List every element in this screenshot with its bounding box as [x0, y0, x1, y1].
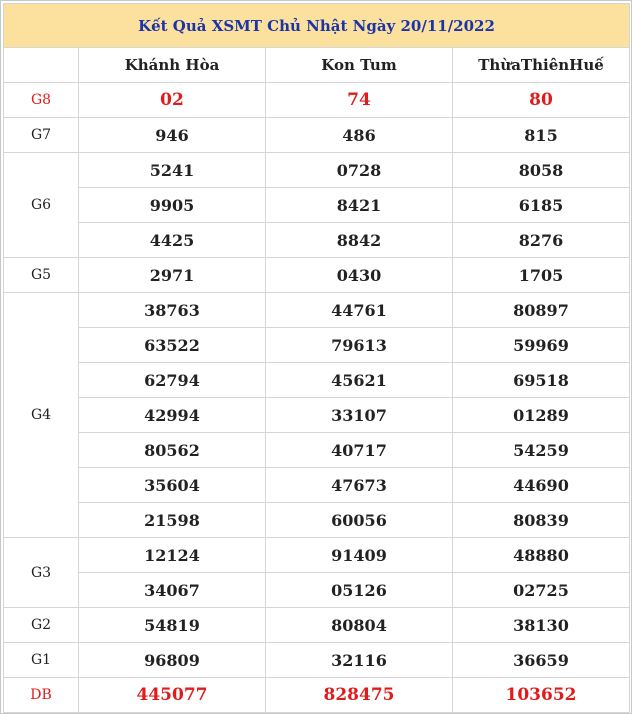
prize-row-g6 [4, 188, 630, 223]
result-cell: 486 [266, 118, 453, 153]
result-cell: 8276 [453, 223, 630, 258]
result-cell: 815 [453, 118, 630, 153]
result-cell: 4425 [79, 223, 266, 258]
prize-row-g3 [4, 573, 630, 608]
result-cell: 02 [79, 83, 266, 118]
result-cell: 02725 [453, 573, 630, 608]
result-cell: 38763 [79, 293, 266, 328]
result-cell: 01289 [453, 398, 630, 433]
prize-row-g3 [4, 538, 630, 573]
result-cell: 59969 [453, 328, 630, 363]
prize-row-g4 [4, 328, 630, 363]
prize-row-g4 [4, 468, 630, 503]
prize-label-g3: G3 [4, 538, 79, 608]
prize-row-g5 [4, 258, 630, 293]
result-cell: 8842 [266, 223, 453, 258]
result-cell: 8058 [453, 153, 630, 188]
result-cell: 34067 [79, 573, 266, 608]
result-cell: 0728 [266, 153, 453, 188]
header-thua-thien-hue: ThừaThiênHuế [453, 48, 630, 83]
result-cell: 91409 [266, 538, 453, 573]
result-cell: 103652 [453, 678, 630, 713]
result-cell: 828475 [266, 678, 453, 713]
prize-row-g4 [4, 433, 630, 468]
result-cell: 9905 [79, 188, 266, 223]
result-cell: 69518 [453, 363, 630, 398]
result-cell: 96809 [79, 643, 266, 678]
prize-row-g4 [4, 398, 630, 433]
prize-label-db: DB [4, 678, 79, 713]
prize-row-g2 [4, 608, 630, 643]
result-cell: 48880 [453, 538, 630, 573]
prize-row-g1 [4, 643, 630, 678]
result-cell: 35604 [79, 468, 266, 503]
prize-row-g8 [4, 83, 630, 118]
table-title: Kết Quả XSMT Chủ Nhật Ngày 20/11/2022 [4, 4, 630, 48]
result-cell: 21598 [79, 503, 266, 538]
result-cell: 60056 [266, 503, 453, 538]
prize-label-g8: G8 [4, 83, 79, 118]
result-cell: 74 [266, 83, 453, 118]
prize-row-g4 [4, 293, 630, 328]
result-cell: 44761 [266, 293, 453, 328]
title-row [4, 4, 630, 48]
result-cell: 8421 [266, 188, 453, 223]
result-cell: 79613 [266, 328, 453, 363]
prize-row-g6 [4, 153, 630, 188]
prize-label-g7: G7 [4, 118, 79, 153]
result-cell: 47673 [266, 468, 453, 503]
header-row [4, 48, 630, 83]
result-cell: 62794 [79, 363, 266, 398]
prize-label-g6: G6 [4, 153, 79, 258]
result-cell: 12124 [79, 538, 266, 573]
header-empty [4, 48, 79, 83]
result-cell: 33107 [266, 398, 453, 433]
result-cell: 1705 [453, 258, 630, 293]
result-cell: 38130 [453, 608, 630, 643]
header-kon-tum: Kon Tum [266, 48, 453, 83]
result-cell: 32116 [266, 643, 453, 678]
result-cell: 42994 [79, 398, 266, 433]
result-cell: 54819 [79, 608, 266, 643]
prize-label-g1: G1 [4, 643, 79, 678]
result-cell: 2971 [79, 258, 266, 293]
result-cell: 80562 [79, 433, 266, 468]
result-cell: 80897 [453, 293, 630, 328]
result-cell: 80 [453, 83, 630, 118]
result-cell: 44690 [453, 468, 630, 503]
header-khanh-hoa: Khánh Hòa [79, 48, 266, 83]
prize-label-g5: G5 [4, 258, 79, 293]
results-table [3, 3, 630, 713]
prize-row-g4 [4, 363, 630, 398]
result-cell: 45621 [266, 363, 453, 398]
prize-row-g7 [4, 118, 630, 153]
result-cell: 40717 [266, 433, 453, 468]
prize-row-g4 [4, 503, 630, 538]
result-cell: 6185 [453, 188, 630, 223]
result-cell: 80804 [266, 608, 453, 643]
prize-row-db [4, 678, 630, 713]
prize-label-g4: G4 [4, 293, 79, 538]
result-cell: 54259 [453, 433, 630, 468]
result-cell: 445077 [79, 678, 266, 713]
prize-row-g6 [4, 223, 630, 258]
result-cell: 0430 [266, 258, 453, 293]
result-cell: 36659 [453, 643, 630, 678]
result-cell: 80839 [453, 503, 630, 538]
result-cell: 63522 [79, 328, 266, 363]
result-cell: 946 [79, 118, 266, 153]
prize-label-g2: G2 [4, 608, 79, 643]
result-cell: 05126 [266, 573, 453, 608]
result-cell: 5241 [79, 153, 266, 188]
